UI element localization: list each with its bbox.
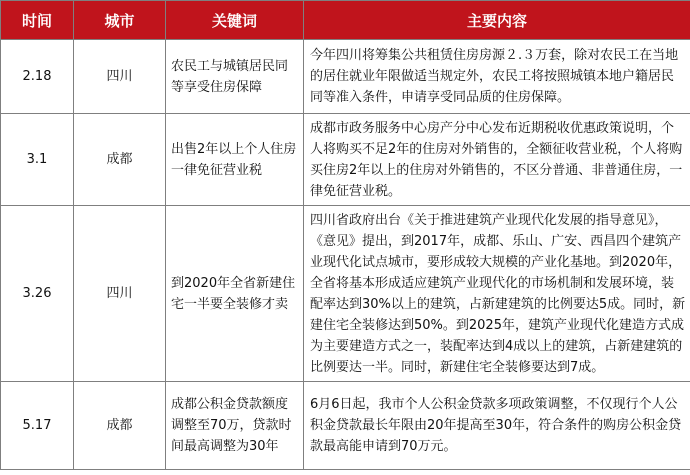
content-line: 今年四川将筹集公共租赁住房房源２.３万套，除对农民工在当地 bbox=[310, 48, 679, 63]
content-line: 律免征营业税。 bbox=[310, 183, 402, 199]
content-line: 款最高能申请到70万元。 bbox=[310, 439, 457, 454]
content-line: 建住宅全装修达到50%。到2025年，建筑产业现代化建造方式成 bbox=[310, 317, 684, 333]
cell-keyword: 农民工与城镇居民同等享受住房保障 bbox=[166, 40, 304, 114]
header-content: 主要内容 bbox=[304, 1, 690, 40]
content-line: 的居住就业年限做适当规定外，农民工将按照城镇本地户籍居民 bbox=[310, 69, 675, 84]
content-line: 比例要达一半。同时，新建住宅全装修要达到7成。 bbox=[310, 359, 605, 375]
table-row bbox=[1, 114, 690, 206]
header-row bbox=[1, 1, 690, 40]
header-time: 时间 bbox=[1, 1, 74, 40]
cell-time: 3.26 bbox=[1, 206, 74, 382]
table-row bbox=[1, 40, 690, 114]
cell-city: 四川 bbox=[74, 40, 166, 114]
header-city: 城市 bbox=[74, 1, 166, 40]
cell-content bbox=[304, 40, 690, 114]
cell-content bbox=[304, 114, 690, 206]
header-keyword: 关键词 bbox=[166, 1, 304, 40]
content-line: 为主要建造方式之一，装配率达到4成以上的建筑，占新建建筑的 bbox=[310, 338, 683, 354]
table-row bbox=[1, 206, 690, 382]
cell-time: 5.17 bbox=[1, 382, 74, 470]
content-line: 四川省政府出台《关于推进建筑产业现代化发展的指导意见》， bbox=[310, 212, 668, 228]
content-line: 业现代化试点城市，要形成较大规模的产业化基地。到2020年， bbox=[310, 254, 682, 270]
cell-city: 成都 bbox=[74, 382, 166, 470]
cell-city: 成都 bbox=[74, 114, 166, 206]
content-line: 人将购买不足2年的住房对外销售的，全额征收营业税，个人将购 bbox=[310, 141, 683, 157]
content-line: 成都市政务服务中心房产分中心发布近期税收优惠政策说明，个 bbox=[310, 120, 675, 136]
cell-time: 2.18 bbox=[1, 40, 74, 114]
content-line: 买住房2年以上的住房对外销售的，不区分普通、非普通住房，一 bbox=[310, 162, 683, 178]
cell-city: 四川 bbox=[74, 206, 166, 382]
content-line: 同等准入条件，申请享受同品质的住房保障。 bbox=[310, 90, 571, 105]
content-line: 《意见》提出，到2017年，成都、乐山、广安、西昌四个建筑产 bbox=[310, 233, 682, 249]
cell-keyword: 出售2年以上个人住房一律免征营业税 bbox=[166, 114, 304, 206]
cell-keyword: 成都公积金贷款额度调整至70万，贷款时间最高调整为30年 bbox=[166, 382, 304, 470]
cell-time: 3.1 bbox=[1, 114, 74, 206]
content-line: 配率达到30%以上的建筑，占新建建筑的比例要达5成。同时，新 bbox=[310, 296, 686, 312]
content-line: 积金贷款最长年限由20年提高至30年，符合条件的购房公积金贷 bbox=[310, 418, 682, 433]
table-row bbox=[1, 382, 690, 470]
cell-keyword: 到2020年全省新建住宅一半要全装修才卖 bbox=[166, 206, 304, 382]
content-line: 全省将基本形成适应建筑产业现代化的市场机制和发展环境，装 bbox=[310, 275, 675, 291]
cell-content bbox=[304, 206, 690, 382]
cell-content bbox=[304, 382, 690, 470]
content-line: 6月6日起，我市个人公积金贷款多项政策调整，不仅现行个人公 bbox=[310, 397, 678, 412]
